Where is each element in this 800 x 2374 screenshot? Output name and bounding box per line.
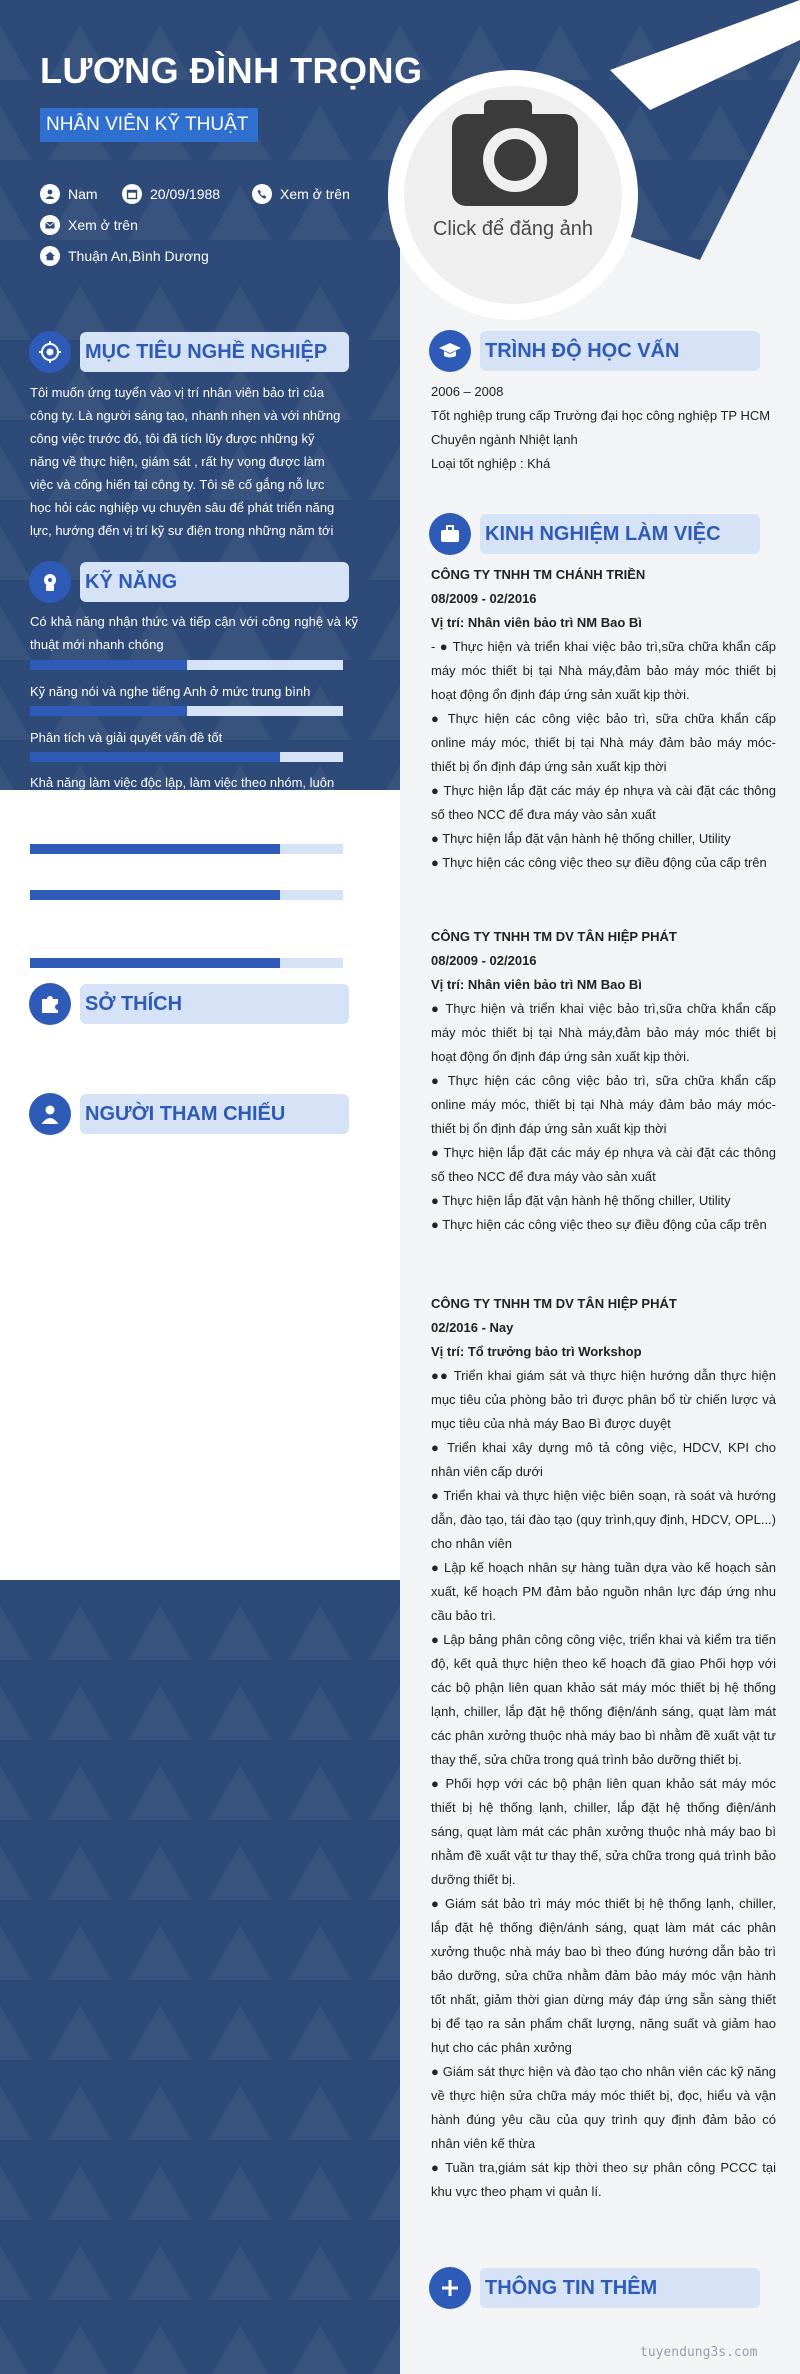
job-title-badge[interactable]: NHÂN VIÊN KỸ THUẬT [40, 108, 258, 142]
job-bullet: ● Triển khai và thực hiện việc biên soạn, rà soát và hướng dẫn, đào tạo, tái đào tạo (quy trình,quy định, HDCV, OPL...) cho nhân viên [431, 1488, 776, 1551]
objective-text[interactable]: Tôi muốn ứng tuyển vào vị trí nhân viên bảo trì của công ty. Là người sáng tạo, nhanh nhẹn và với những công việc trước đó, tôi đã tích lũy được những kỹ năng về thực hiện, giám sát , rất hy vọng được làm việc và cống hiến tại công ty. Tôi sẽ cố gắng nỗ lực học hỏi các nghiệp vụ chuyên sâu để phát triển năng lực, hướng đến vị trí kỹ sư điện trong những năm tới [30, 385, 341, 538]
extra-title[interactable]: THÔNG TIN THÊM [485, 2277, 658, 2299]
experience-job-3[interactable] [431, 1292, 776, 2204]
skill-text-3[interactable]: Phân tích và giải quyết vấn đề tốt [30, 730, 223, 745]
job-bullet: ● Thực hiện lắp đặt vận hành hệ thống chiller, Utility [431, 1193, 731, 1208]
email-icon [40, 215, 60, 235]
skill-bar-6[interactable] [30, 958, 343, 968]
skills-icon-badge [29, 561, 71, 603]
skills-icon [38, 570, 62, 594]
company-name: CÔNG TY TNHH TM CHÁNH TRIỀN [431, 567, 646, 582]
skill-bar-4[interactable] [30, 844, 343, 854]
contact-email [40, 215, 138, 235]
skill-bar-fill [30, 958, 280, 968]
puzzle-icon [38, 992, 62, 1016]
gender-value[interactable]: Nam [68, 186, 98, 202]
skills-title[interactable]: KỸ NĂNG [85, 571, 178, 593]
job-position: Vị trí: Nhân viên bảo trì NM Bao Bì [431, 615, 642, 630]
camera-icon[interactable] [450, 96, 580, 212]
job-bullet: ● Giám sát thực hiện và đào tạo cho nhân viên các kỹ năng về thực hiện sửa chữa máy móc thiết bị, đọc, hiểu và vận hành đúng yêu cầu của quy trình quy định đảm bảo có nhân viên kế thừa [431, 2064, 776, 2151]
skill-bar-5[interactable] [30, 890, 343, 900]
job-position: Vị trí: Nhân viên bảo trì NM Bao Bì [431, 977, 642, 992]
contact-gender [40, 184, 98, 204]
person-icon [38, 1102, 62, 1126]
user-icon [40, 184, 60, 204]
job-bullet: ● Thực hiện lắp đặt các máy ép nhựa và cài đặt các thông số theo NCC để đưa máy vào sản xuất [431, 783, 776, 822]
skill-bar-fill [30, 752, 280, 762]
job-bullet: - ● Thực hiện và triển khai việc bảo trì,sữa chữa khẩn cấp máy móc thiết bị tại Nhà máy,đảm bảo máy móc thiết bị hoạt động ổn định đáp ứng sản xuất kịp thời. [431, 639, 776, 702]
skill-bar-fill [30, 890, 280, 900]
target-icon [38, 340, 62, 364]
hobbies-title[interactable]: SỞ THÍCH [85, 993, 183, 1015]
education-title[interactable]: TRÌNH ĐỘ HỌC VẤN [485, 340, 680, 362]
job-bullet: ● Thực hiện các công việc bảo trì, sữa chữa khẩn cấp online máy móc, thiết bị tại Nhà máy đảm bảo máy móc-thiết bị ổn định đáp ứng sản xuất kịp thời [431, 711, 776, 774]
job-bullet: ● Thực hiện lắp đặt vận hành hệ thống chiller, Utility [431, 831, 731, 846]
objective-title[interactable]: MỤC TIÊU NGHỀ NGHIỆP [85, 341, 328, 363]
job-bullet: ● Thực hiện các công việc theo sự điều động của cấp trên [431, 1217, 767, 1232]
experience-job-2[interactable] [431, 925, 776, 1237]
references-title[interactable]: NGƯỜI THAM CHIẾU [85, 1103, 286, 1125]
photo-upload-label[interactable]: Click để đăng ảnh [432, 218, 594, 240]
job-bullet: ● Thực hiện các công việc bảo trì, sữa chữa khẩn cấp online máy móc, thiết bị tại Nhà máy đảm bảo máy móc-thiết bị ổn định đáp ứng sản xuất kịp thời [431, 1073, 776, 1136]
address-value[interactable]: Thuận An,Bình Dương [68, 248, 209, 264]
hobbies-icon-badge [29, 983, 71, 1025]
education-icon-badge [429, 330, 471, 372]
dob-value[interactable]: 20/09/1988 [150, 186, 221, 202]
skill-bar-fill [30, 844, 280, 854]
briefcase-icon [438, 522, 462, 546]
contact-address [40, 246, 209, 266]
phone-icon [252, 184, 272, 204]
contact-dob [122, 184, 220, 204]
job-bullet: ● Tuần tra,giám sát kịp thời theo sự phân công PCCC tại khu vực theo phạm vi quản lí. [431, 2160, 776, 2199]
skill-text-4[interactable]: Khả năng làm việc độc lập, làm việc theo nhóm, luôn [30, 775, 335, 790]
company-name: CÔNG TY TNHH TM DV TÂN HIỆP PHÁT [431, 929, 677, 944]
job-position: Vị trí: Tổ trưởng bảo trì Workshop [431, 1344, 642, 1359]
objective-icon-badge [29, 331, 71, 373]
skill-bar-fill [30, 706, 187, 716]
watermark: tuyendung3s.com [640, 2345, 758, 2360]
job-bullet: ● Lập bảng phân công công việc, triển khai và kiểm tra tiến độ, kết quả thực hiện theo kế hoạch đã giao Phối hợp với các bộ phận liên quan khảo sát máy móc thiết bị hệ thống lạnh, chiller, lắp đặt hệ thống điện/ánh sáng, quạt làm mát các phân xưởng thuộc nhà máy bao bì nhằm đề xuất vật tư thay thế, sửa chữa trong quá trình bảo dưỡng thiết bị. [431, 1632, 776, 1767]
skill-bar-fill [30, 660, 187, 670]
email-value[interactable]: Xem ở trên [68, 217, 138, 233]
job-bullet: ● Thực hiện các công việc theo sự điều động của cấp trên [431, 855, 767, 870]
experience-icon-badge [429, 513, 471, 555]
job-period: 02/2016 - Nay [431, 1320, 514, 1335]
job-bullet: ● Phối hợp với các bộ phận liên quan khảo sát máy móc thiết bị hệ thống lạnh, chiller, lắp đặt hệ thống điện/ánh sáng, quạt làm mát các phân xưởng thuộc nhà máy bao bì nhằm đề xuất vật tư thay thế, sửa chữa trong quá trình bảo dưỡng thiết bị. [431, 1776, 776, 1887]
job-bullet: ● Thực hiện lắp đặt các máy ép nhựa và cài đặt các thông số theo NCC để đưa máy vào sản xuất [431, 1145, 776, 1184]
contact-phone [252, 184, 350, 204]
company-name: CÔNG TY TNHH TM DV TÂN HIỆP PHÁT [431, 1296, 677, 1311]
graduation-cap-icon [438, 339, 462, 363]
plus-icon [438, 2276, 462, 2300]
job-period: 08/2009 - 02/2016 [431, 591, 537, 606]
experience-title[interactable]: KINH NGHIỆM LÀM VIỆC [485, 523, 721, 545]
job-bullet: ● Thực hiện và triển khai việc bảo trì,sữa chữa khẩn cấp máy móc thiết bị tại Nhà máy,đảm bảo máy móc thiết bị hoạt động ổn định đáp ứng sản xuất kịp thời. [431, 1001, 776, 1064]
job-period: 08/2009 - 02/2016 [431, 953, 537, 968]
extra-icon-badge [429, 2267, 471, 2309]
calendar-icon [122, 184, 142, 204]
skill-bar-2[interactable] [30, 706, 343, 716]
skill-text-2[interactable]: Kỹ năng nói và nghe tiếng Anh ở mức trung bình [30, 684, 311, 699]
job-bullet: ● Triển khai xây dựng mô tả công việc, HDCV, KPI cho nhân viên cấp dưới [431, 1440, 776, 1479]
job-bullet: ● Giám sát bảo trì máy móc thiết bị hệ thống lạnh, chiller, lắp đặt hệ thống điện/ánh sáng, quạt làm mát các phân xưởng thuộc nhà máy bao bì theo đúng hướng dẫn bảo trì bảo dưỡng, sửa chữa nhằm đảm bảo máy móc vận hành tốt nhất, giảm thời gian dừng máy đáp ứng sẵn sàng thiết bị để tạo ra sản phẩm chất lượng, năng suất và giảm hao hụt cho các phân xưởng [431, 1896, 776, 2055]
job-bullet: ● Lập kế hoạch nhân sự hàng tuần dựa vào kế hoạch sản xuất, kế hoạch PM đảm bảo nguồn nhân lực đáp ứng nhu cầu bảo trì. [431, 1560, 776, 1623]
experience-job-1[interactable] [431, 563, 776, 875]
job-bullet: ●● Triển khai giám sát và thực hiện hướng dẫn thực hiện mục tiêu của phòng bảo trì được phân bổ từ chiến lược và mục tiêu của nhà máy Bao Bì được duyệt [431, 1368, 776, 1431]
phone-value[interactable]: Xem ở trên [280, 186, 350, 202]
left-column-bottom-background [0, 1580, 400, 2374]
skill-bar-1[interactable] [30, 660, 343, 670]
skill-text-1[interactable]: Có khả năng nhận thức và tiếp cận với công nghệ và kỹ thuật mới nhanh chóng [30, 614, 358, 652]
candidate-name: LƯƠNG ĐÌNH TRỌNG [40, 50, 423, 91]
education-details[interactable]: 2006 – 2008 Tốt nghiệp trung cấp Trường đại học công nghiệp TP HCM Chuyên ngành Nhiệt lạnh Loại tốt nghiệp : Khá [431, 384, 771, 471]
skill-bar-3[interactable] [30, 752, 343, 762]
home-icon [40, 246, 60, 266]
references-icon-badge [29, 1093, 71, 1135]
